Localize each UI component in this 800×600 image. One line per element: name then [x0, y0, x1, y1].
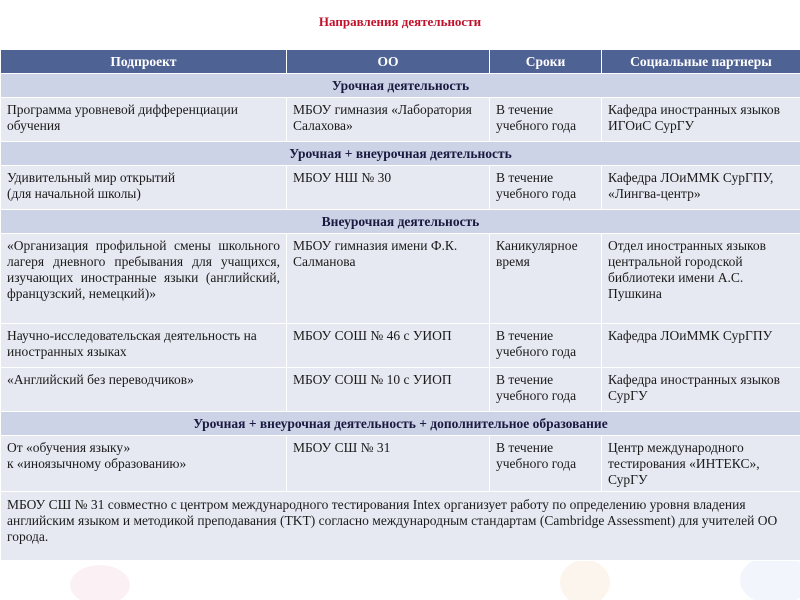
section-title: Урочная + внеурочная деятельность — [1, 142, 800, 166]
note-text: МБОУ СШ № 31 совместно с центром международного тестирования Intex организует работу по определению уровня владения английским языком и методикой преподавания (TKT) согласно международным стандартам (Cambridge Assessment) для учителей ОО города. — [1, 492, 800, 561]
cell-terms: В течение учебного года — [490, 436, 602, 492]
page-title: Направления деятельности — [318, 14, 482, 29]
cell-org: МБОУ НШ № 30 — [287, 166, 490, 210]
table-row — [1, 166, 800, 210]
background-decoration — [560, 560, 610, 600]
table-row — [1, 368, 800, 412]
cell-terms: В течение учебного года — [490, 324, 602, 368]
cell-partners: Центр международного тестирования «ИНТЕКС», СурГУ — [602, 436, 800, 492]
cell-partners: Кафедра ЛОиММК СурГПУ — [602, 324, 800, 368]
cell-subproject: Научно-исследовательская деятельность на иностранных языках — [1, 324, 287, 368]
cell-terms: В течение учебного года — [490, 166, 602, 210]
cell-subproject: Программа уровневой дифференциации обучения — [1, 98, 287, 142]
cell-subproject: «Организация профильной смены школьного лагеря дневного пребывания для учащихся, изучающих иностранные языки (английский, французский, немецкий)» — [1, 234, 287, 324]
section-row — [1, 210, 800, 234]
section-row — [1, 74, 800, 98]
cell-partners: Отдел иностранных языков центральной городской библиотеки имени А.С. Пушкина — [602, 234, 800, 324]
cell-subproject: «Английский без переводчиков» — [1, 368, 287, 412]
section-title: Урочная деятельность — [1, 74, 800, 98]
section-title: Урочная + внеурочная деятельность + дополнительное образование — [1, 412, 800, 436]
background-decoration — [740, 555, 800, 600]
background-decoration — [70, 565, 130, 600]
cell-partners: Кафедра ЛОиММК СурГПУ, «Лингва-центр» — [602, 166, 800, 210]
table-header-row — [1, 50, 800, 74]
table-row — [1, 98, 800, 142]
section-title: Внеурочная деятельность — [1, 210, 800, 234]
cell-org: МБОУ СОШ № 10 с УИОП — [287, 368, 490, 412]
cell-terms: Каникулярное время — [490, 234, 602, 324]
section-row — [1, 412, 800, 436]
table-row — [1, 436, 800, 492]
cell-terms: В течение учебного года — [490, 98, 602, 142]
section-row — [1, 142, 800, 166]
note-row — [1, 492, 800, 561]
cell-org: МБОУ гимназия имени Ф.К. Салманова — [287, 234, 490, 324]
column-header-subproject: Подпроект — [1, 50, 287, 74]
table-row — [1, 324, 800, 368]
cell-terms: В течение учебного года — [490, 368, 602, 412]
table-row — [1, 234, 800, 324]
cell-partners: Кафедра иностранных языков СурГУ — [602, 368, 800, 412]
column-header-terms: Сроки — [490, 50, 602, 74]
cell-org: МБОУ СШ № 31 — [287, 436, 490, 492]
column-header-partners: Социальные партнеры — [602, 50, 800, 74]
activities-table — [0, 49, 800, 561]
cell-org: МБОУ СОШ № 46 с УИОП — [287, 324, 490, 368]
column-header-org: ОО — [287, 50, 490, 74]
cell-subproject: От «обучения языку» к «иноязычному образованию» — [1, 436, 287, 492]
cell-subproject: Удивительный мир открытий (для начальной школы) — [1, 166, 287, 210]
cell-org: МБОУ гимназия «Лаборатория Салахова» — [287, 98, 490, 142]
cell-partners: Кафедра иностранных языков ИГОиС СурГУ — [602, 98, 800, 142]
